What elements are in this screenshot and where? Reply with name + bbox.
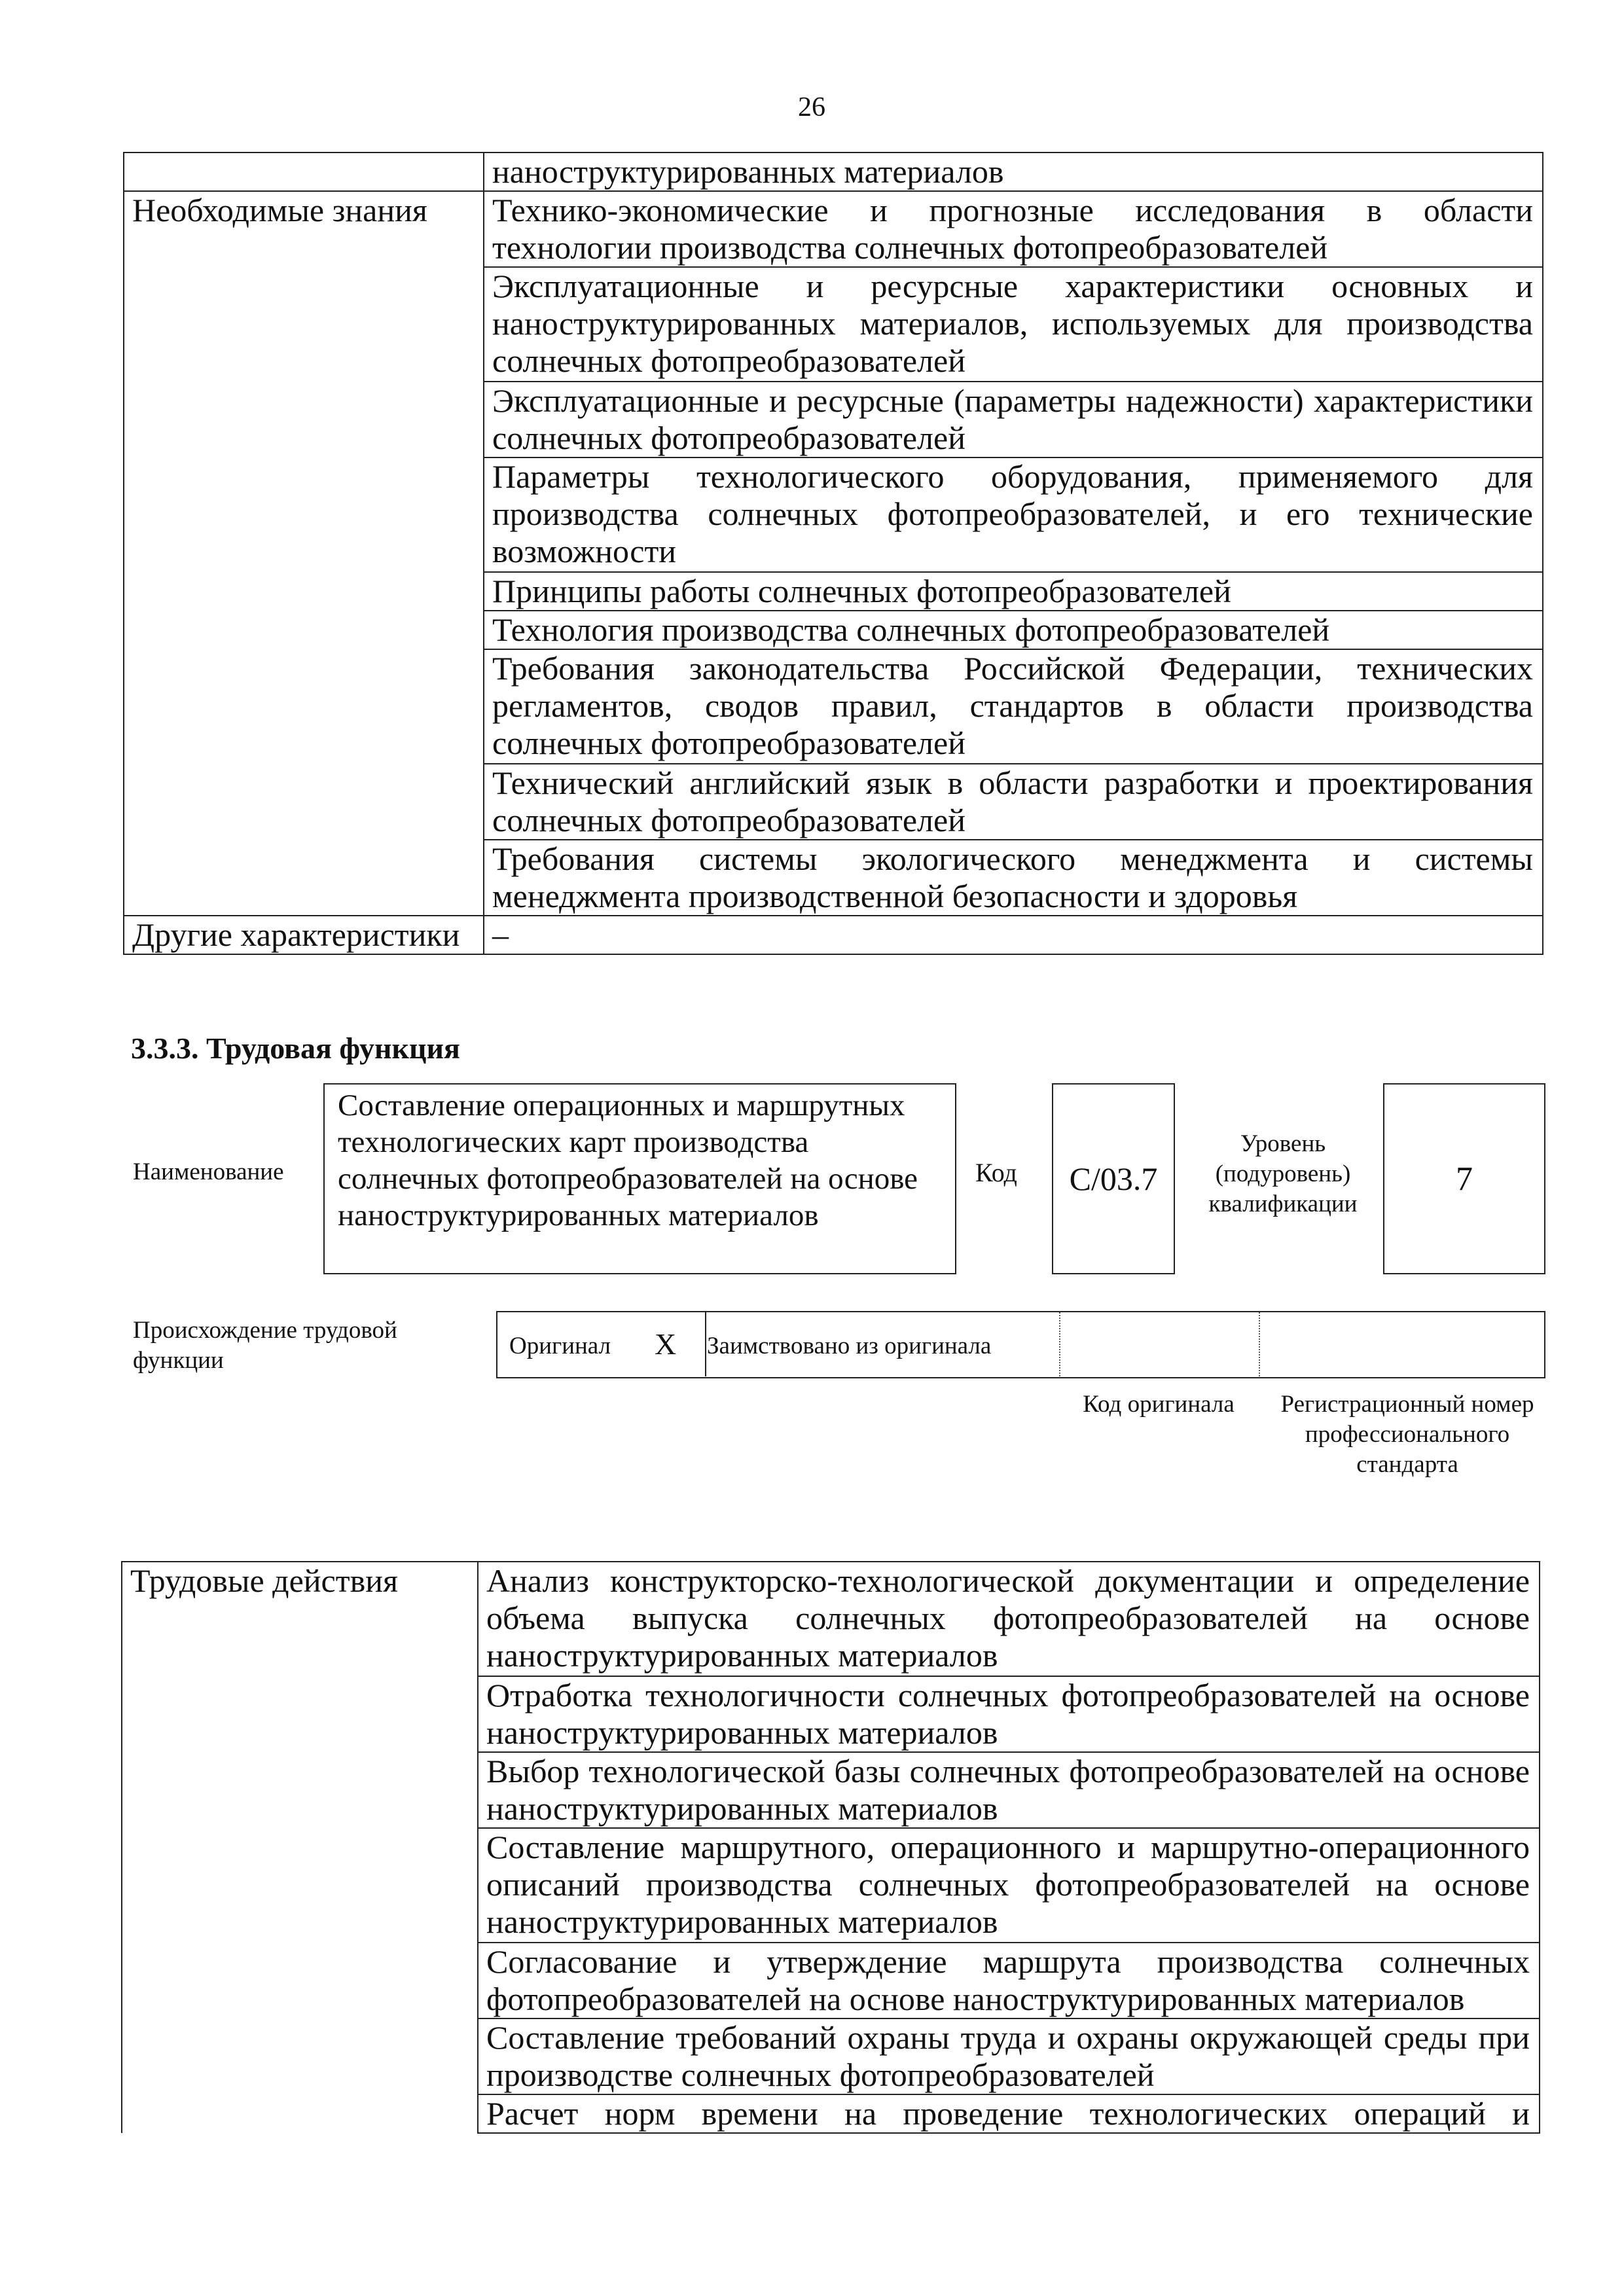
divider (1259, 1312, 1260, 1376)
action-item: Составление требований охраны труда и охраны окружающей среды при производстве солнечных фотопреобразователей (478, 2018, 1540, 2094)
knowledge-item: Технико-экономические и прогнозные исследования в области технологии производства солнечных фотопреобразователей (484, 191, 1543, 267)
table-row (124, 191, 1543, 267)
code-caption: Код оригинала (1083, 1391, 1235, 1418)
origin-frame (496, 1311, 1545, 1378)
knowledge-item: Технический английский язык в области разработки и проектирования солнечных фотопреобразователей (484, 764, 1543, 840)
knowledge-label: Необходимые знания (124, 191, 484, 916)
code-value-box: C/03.7 (1052, 1083, 1175, 1274)
action-item: Анализ конструкторско-технологической документации и определение объема выпуска солнечных фотопреобразователей на основе наноструктурированных материалов (478, 1562, 1540, 1676)
knowledge-item: Принципы работы солнечных фотопреобразователей (484, 572, 1543, 611)
knowledge-table (123, 152, 1543, 955)
action-item: Отработка технологичности солнечных фотопреобразователей на основе наноструктурированных материалов (478, 1676, 1540, 1752)
section-title: 3.3.3. Трудовая функция (131, 1031, 460, 1065)
table-row (122, 1562, 1540, 1676)
knowledge-item: Требования системы экологического менеджмента и системы менеджмента производственной безопасности и здоровья (484, 840, 1543, 916)
divider (1059, 1312, 1060, 1376)
knowledge-item: Требования законодательства Российской Федерации, технических регламентов, сводов правил, стандартов в области производства солнечных фотопреобразователей (484, 649, 1543, 764)
other-value: – (484, 916, 1543, 954)
action-item: Составление маршрутного, операционного и маршрутно-операционного описаний производства солнечных фотопреобразователей на основе наноструктурированных материалов (478, 1828, 1540, 1943)
level-value-box: 7 (1383, 1083, 1545, 1274)
other-label: Другие характеристики (124, 916, 484, 954)
original-mark: X (655, 1327, 677, 1361)
level-label: Уровень (подуровень) квалификации (1208, 1130, 1358, 1217)
code-label: Код (975, 1158, 1017, 1187)
action-item: Согласование и утверждение маршрута производства солнечных фотопреобразователей на основе наноструктурированных материалов (478, 1943, 1540, 2018)
table-row (124, 916, 1543, 954)
knowledge-item: Параметры технологического оборудования, применяемого для производства солнечных фотопреобразователей, и его технические возможности (484, 457, 1543, 572)
borrowed-label: Заимствовано из оригинала (707, 1333, 992, 1359)
knowledge-item: Технология производства солнечных фотопреобразователей (484, 611, 1543, 649)
name-label: Наименование (133, 1158, 284, 1185)
original-label: Оригинал (509, 1333, 611, 1359)
reg-caption: Регистрационный номер профессионального стандарта (1280, 1391, 1534, 1478)
original-cell (497, 1312, 706, 1376)
empty-cell (124, 152, 484, 191)
actions-label: Трудовые действия (122, 1562, 478, 2133)
function-name-box: Составление операционных и маршрутных технологических карт производства солнечных фотопреобразователей на основе наноструктурированных материалов (323, 1083, 956, 1274)
origin-label: Происхождение трудовой функции (133, 1317, 397, 1374)
page-number: 26 (798, 92, 825, 122)
action-item: Выбор технологической базы солнечных фотопреобразователей на основе наноструктурированных материалов (478, 1752, 1540, 1828)
knowledge-item: Эксплуатационные и ресурсные (параметры надежности) характеристики солнечных фотопреобразователей (484, 382, 1543, 457)
action-item: Расчет норм времени на проведение технологических операций и (478, 2094, 1540, 2133)
table-row (124, 152, 1543, 191)
actions-table (121, 1561, 1540, 2134)
knowledge-item: Эксплуатационные и ресурсные характеристики основных и наноструктурированных материалов, используемых для производства солнечных фотопреобразователей (484, 267, 1543, 382)
continuation-cell: наноструктурированных материалов (484, 152, 1543, 191)
